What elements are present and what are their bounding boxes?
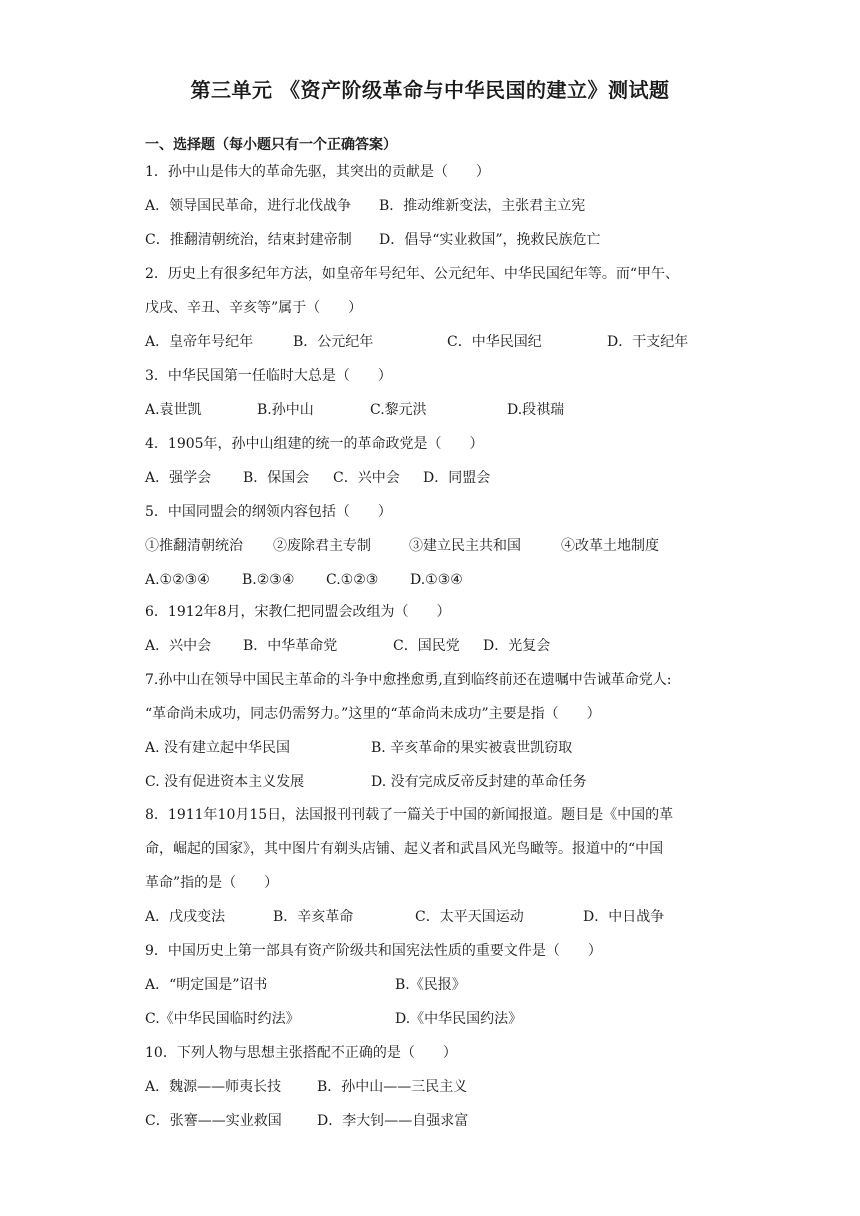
option-d: D．李大钊——自强求富 — [317, 1113, 469, 1129]
option-b: B.《民报》 — [395, 977, 466, 993]
option-a: A．“明定国是”诏书 — [145, 977, 268, 993]
option-a: A.①②③④ — [145, 572, 210, 588]
option-d: D．光复会 — [483, 638, 551, 654]
option-c: C. 没有促进资本主义发展 — [145, 774, 305, 790]
option-b: B．推动维新变法，主张君主立宪 — [379, 198, 586, 214]
option-a: A.袁世凯 — [145, 402, 202, 418]
question-2-stem-line-2: 戊戌、辛丑、辛亥等”属于（ ） — [145, 300, 363, 316]
statement-4: ④改革土地制度 — [561, 538, 659, 554]
question-8-stem-line-2: 命，崛起的国家》，其中图片有剃头店铺、起义者和武昌风光鸟瞰等。报道中的“中国 — [145, 841, 664, 857]
question-10-stem: 10．下列人物与思想主张搭配不正确的是（ ） — [145, 1045, 457, 1061]
statement-1: ①推翻清朝统治 — [145, 538, 243, 554]
option-a: A．皇帝年号纪年 — [145, 334, 254, 350]
question-4-stem: 4．1905年，孙中山组建的统一的革命政党是（ ） — [145, 436, 484, 452]
option-d: D.《中华民国约法》 — [395, 1011, 523, 1027]
option-b: B．中华革命党 — [243, 638, 338, 654]
option-d: D．干支纪年 — [607, 334, 689, 350]
question-8-stem-line-1: 8．1911年10月15日，法国报刊刊载了一篇关于中国的新闻报道。题目是《中国的革 — [145, 807, 674, 823]
option-b: B.孙中山 — [257, 402, 314, 418]
section-heading: 一、选择题（每小题只有一个正确答案） — [145, 137, 397, 153]
option-d: D. 没有完成反帝反封建的革命任务 — [371, 774, 587, 790]
question-9-stem: 9．中国历史上第一部具有资产阶级共和国宪法性质的重要文件是（ ） — [145, 943, 602, 959]
option-b: B．孙中山——三民主义 — [317, 1079, 468, 1095]
option-a: A．魏源——师夷长技 — [145, 1079, 282, 1095]
question-1-stem: 1．孙中山是伟大的革命先驱，其突出的贡献是（ ） — [145, 164, 490, 180]
question-6-stem: 6．1912年8月，宋教仁把同盟会改组为（ ） — [145, 604, 451, 620]
statement-2: ②废除君主专制 — [273, 538, 371, 554]
option-d: D.段祺瑞 — [507, 402, 565, 418]
option-b: B. 辛亥革命的果实被袁世凯窃取 — [371, 740, 573, 756]
question-7-stem-line-2: “革命尚未成功，同志仍需努力。”这里的“革命尚未成功”主要是指（ ） — [145, 706, 601, 722]
statement-3: ③建立民主共和国 — [409, 538, 521, 554]
option-c: C．推翻清朝统治，结束封建帝制 — [145, 232, 352, 248]
question-3-stem: 3．中华民国第一任临时大总是（ ） — [145, 368, 392, 384]
question-7-stem-line-1: 7.孙中山在领导中国民主革命的斗争中愈挫愈勇,直到临终前还在遗嘱中告诫革命党人: — [145, 672, 672, 688]
question-5-stem: 5．中国同盟会的纲领内容包括（ ） — [145, 504, 392, 520]
option-d: D．同盟会 — [423, 470, 491, 486]
question-2-stem-line-1: 2．历史上有很多纪年方法，如皇帝年号纪年、公元纪年、中华民国纪年等。而“甲午、 — [145, 266, 680, 282]
page-title: 第三单元 《资产阶级革命与中华民国的建立》测试题 — [190, 78, 670, 102]
option-c: C．国民党 — [393, 638, 460, 654]
option-b: B．辛亥革命 — [273, 909, 354, 925]
option-b: B．保国会 — [243, 470, 310, 486]
option-a: A．戊戌变法 — [145, 909, 226, 925]
option-c: C．太平天国运动 — [415, 909, 524, 925]
question-8-stem-line-3: 革命”指的是（ ） — [145, 875, 279, 891]
option-a: A．领导国民革命，进行北伐战争 — [145, 198, 352, 214]
option-d: D．中日战争 — [583, 909, 665, 925]
option-b: B.②③④ — [242, 572, 295, 588]
option-c: C.黎元洪 — [370, 402, 427, 418]
option-d: D．倡导“实业救国”，挽救民族危亡 — [379, 232, 601, 248]
option-a: A．兴中会 — [145, 638, 212, 654]
option-c: C．中华民国纪 — [447, 334, 542, 350]
option-d: D.①③④ — [410, 572, 463, 588]
option-a: A．强学会 — [145, 470, 212, 486]
option-c: C.《中华民国临时约法》 — [145, 1011, 300, 1027]
option-a: A. 没有建立起中华民国 — [145, 740, 291, 756]
option-b: B．公元纪年 — [293, 334, 374, 350]
option-c: C．张謇——实业救国 — [145, 1113, 282, 1129]
option-c: C．兴中会 — [333, 470, 400, 486]
option-c: C.①②③ — [326, 572, 379, 588]
